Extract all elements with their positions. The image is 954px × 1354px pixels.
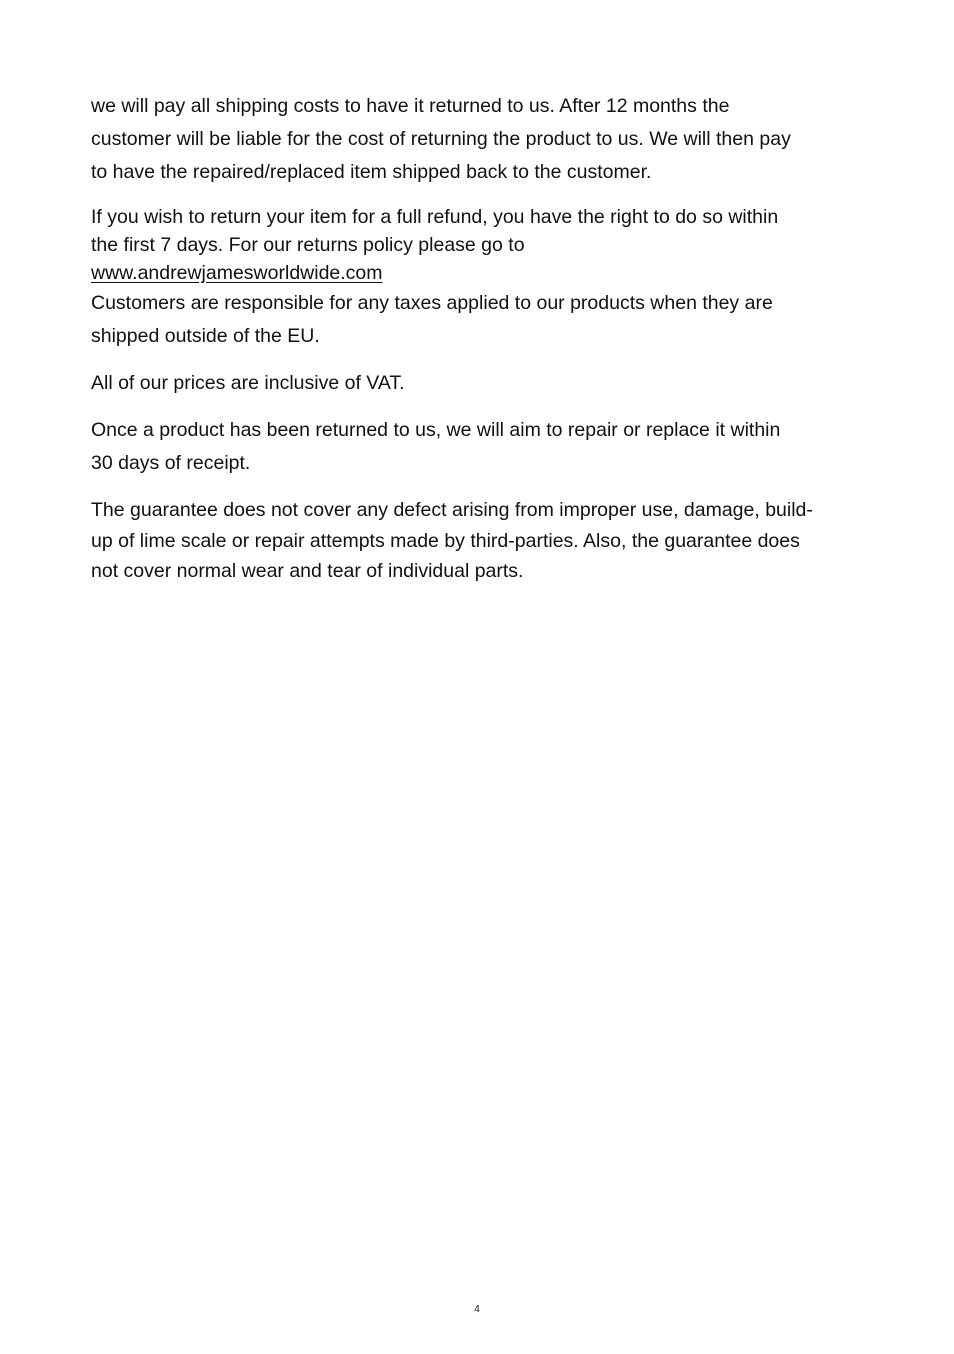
text-line: If you wish to return your item for a full refund, you have the right to do so within — [91, 206, 779, 228]
text-line: Customers are responsible for any taxes applied to our products when they are — [91, 292, 773, 314]
text-line: customer will be liable for the cost of returning the product to us. We will then pay — [91, 128, 791, 150]
text-line: All of our prices are inclusive of VAT. — [91, 372, 405, 394]
text-line: shipped outside of the EU. — [91, 325, 320, 347]
text-line: up of lime scale or repair attempts made by third-parties. Also, the guarantee does — [91, 530, 800, 552]
refund-paragraph — [91, 203, 866, 353]
vat-paragraph — [91, 367, 866, 400]
page-content — [91, 90, 866, 602]
text-line: The guarantee does not cover any defect arising from improper use, damage, build- — [91, 499, 813, 521]
text-line: Once a product has been returned to us, we will aim to repair or replace it within — [91, 419, 781, 441]
text-line: the first 7 days. For our returns policy please go to — [91, 234, 525, 256]
text-line: 30 days of receipt. — [91, 452, 251, 474]
text-line: we will pay all shipping costs to have it returned to us. After 12 months the — [91, 95, 730, 117]
repair-paragraph — [91, 414, 866, 480]
text-line: to have the repaired/replaced item shipped back to the customer. — [91, 161, 652, 183]
link-line — [91, 259, 866, 287]
page-number: 4 — [474, 1304, 480, 1315]
website-link[interactable]: www.andrewjamesworldwide.com — [91, 262, 383, 284]
shipping-paragraph — [91, 90, 866, 189]
text-line: not cover normal wear and tear of individual parts. — [91, 560, 524, 582]
guarantee-paragraph — [91, 494, 866, 588]
